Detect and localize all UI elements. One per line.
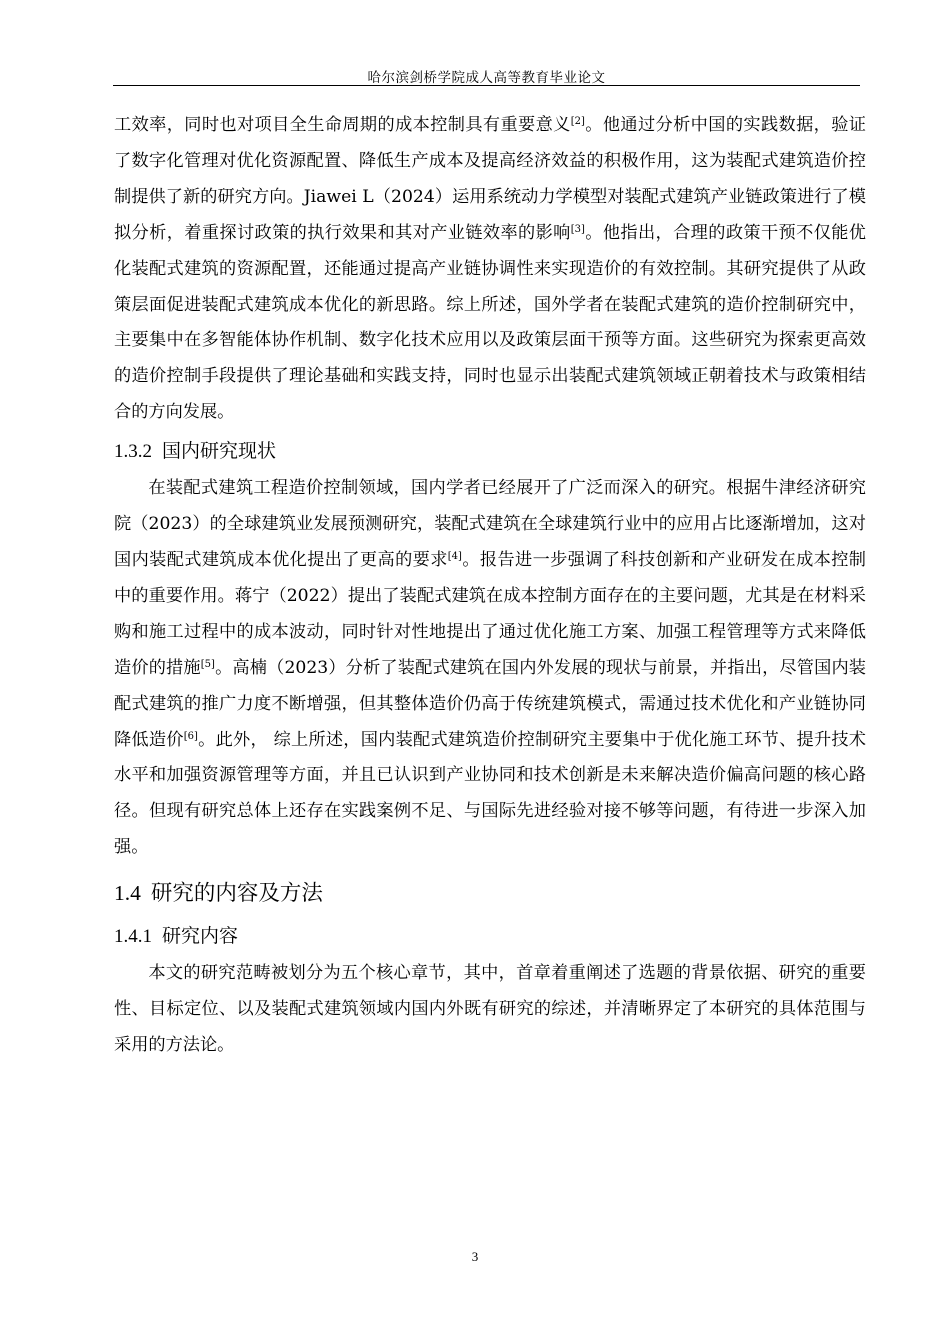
section-heading-1-3-2	[114, 431, 866, 471]
citation-ref[interactable]: [3]	[570, 223, 585, 235]
citation-ref[interactable]: [2]	[570, 116, 585, 127]
text-run: 。他指出，合理的政策干预不仅能优化装配式建筑的资源配置，还能通过提高产业链协调性来实现造价的有效控制。其研究提供了从政策层面促进装配式建筑成本优化的新思路。综上所述，国外学者在装配式建筑的造价控制研究中，主要集中在多智能体协作机制、数字化技术应用以及政策层面干预等方面。这些研究为探索更高效的造价控制手段提供了理论基础和实践支持，同时也显示出装配式建筑领域正朝着技术与政策相结合的方向发展。	[114, 222, 866, 423]
paragraph-domestic-research	[114, 471, 866, 866]
section-heading-1-4-1	[114, 916, 866, 956]
section-title: 研究内容	[162, 925, 239, 948]
page-body	[114, 108, 866, 1064]
header-divider	[113, 85, 860, 86]
text-run: 。报告进一步强调了科技创新和产业研发在成本控制中的重要作用。蒋宁（2022）提出了装配式建筑在成本控制方面存在的主要问题，尤其是在材料采购和施工过程中的成本波动，同时针对性地提出了通过优化施工方案、加强工程管理等方式来降低造价的措施	[114, 549, 866, 678]
page-number: 3	[471, 1249, 479, 1264]
citation-ref[interactable]: [6]	[183, 730, 198, 742]
paragraph-foreign-research-cont	[114, 108, 866, 431]
text-run: 工效率，同时也对项目全生命周期的成本控制具有重要意义	[114, 115, 571, 135]
section-heading-1-4	[114, 870, 866, 916]
text-run: 。他通过分析中国的实践数据，验证了数字化管理对优化资源配置、降低生产成本及提高经济效益的积极作用，这为装配式建筑造价控制提供了新的研究方向。Jiawei L（2024）运用系统动力学模型对装配式建筑产业链政策进行了模拟分析，着重探讨政策的执行效果和其对产业链效率的影响	[114, 115, 866, 243]
text-run: 本文的研究范畴被划分为五个核心章节，其中，首章着重阐述了选题的背景依据、研究的重要性、目标定位、以及装配式建筑领域内国内外既有研究的综述，并清晰界定了本研究的具体范围与采用的方法论。	[114, 963, 866, 1055]
text-run: 。此外， 综上所述，国内装配式建筑造价控制研究主要集中于优化施工环节、提升技术水平和加强资源管理等方面，并且已认识到产业协同和技术创新是未来解决造价偏高问题的核心路径。但现有研究总体上还存在实践案例不足、与国际先进经验对接不够等问题，有待进一步深入加强。	[114, 729, 866, 858]
text-run: 在装配式建筑工程造价控制领域，国内学者已经展开了广泛而深入的研究。根据牛津经济研究院（2023）的全球建筑业发展预测研究，装配式建筑在全球建筑行业中的应用占比逐渐增加，这对国内装配式建筑成本优化提出了更高的要求	[114, 478, 866, 570]
section-title: 研究的内容及方法	[150, 881, 323, 907]
section-number: 1.4	[114, 881, 141, 906]
section-title: 国内研究现状	[162, 440, 277, 463]
text-run: 。高楠（2023）分析了装配式建筑在国内外发展的现状与前景，并指出，尽管国内装配式建筑的推广力度不断增强，但其整体造价仍高于传统建筑模式，需通过技术优化和产业链协同降低造价	[114, 657, 866, 750]
section-number: 1.3.2	[114, 441, 152, 463]
citation-ref[interactable]: [4]	[447, 550, 462, 562]
paragraph-research-content	[114, 956, 866, 1064]
section-number: 1.4.1	[114, 926, 152, 948]
running-header: 哈尔滨剑桥学院成人高等教育毕业论文	[367, 70, 606, 86]
citation-ref[interactable]: [5]	[200, 658, 215, 670]
